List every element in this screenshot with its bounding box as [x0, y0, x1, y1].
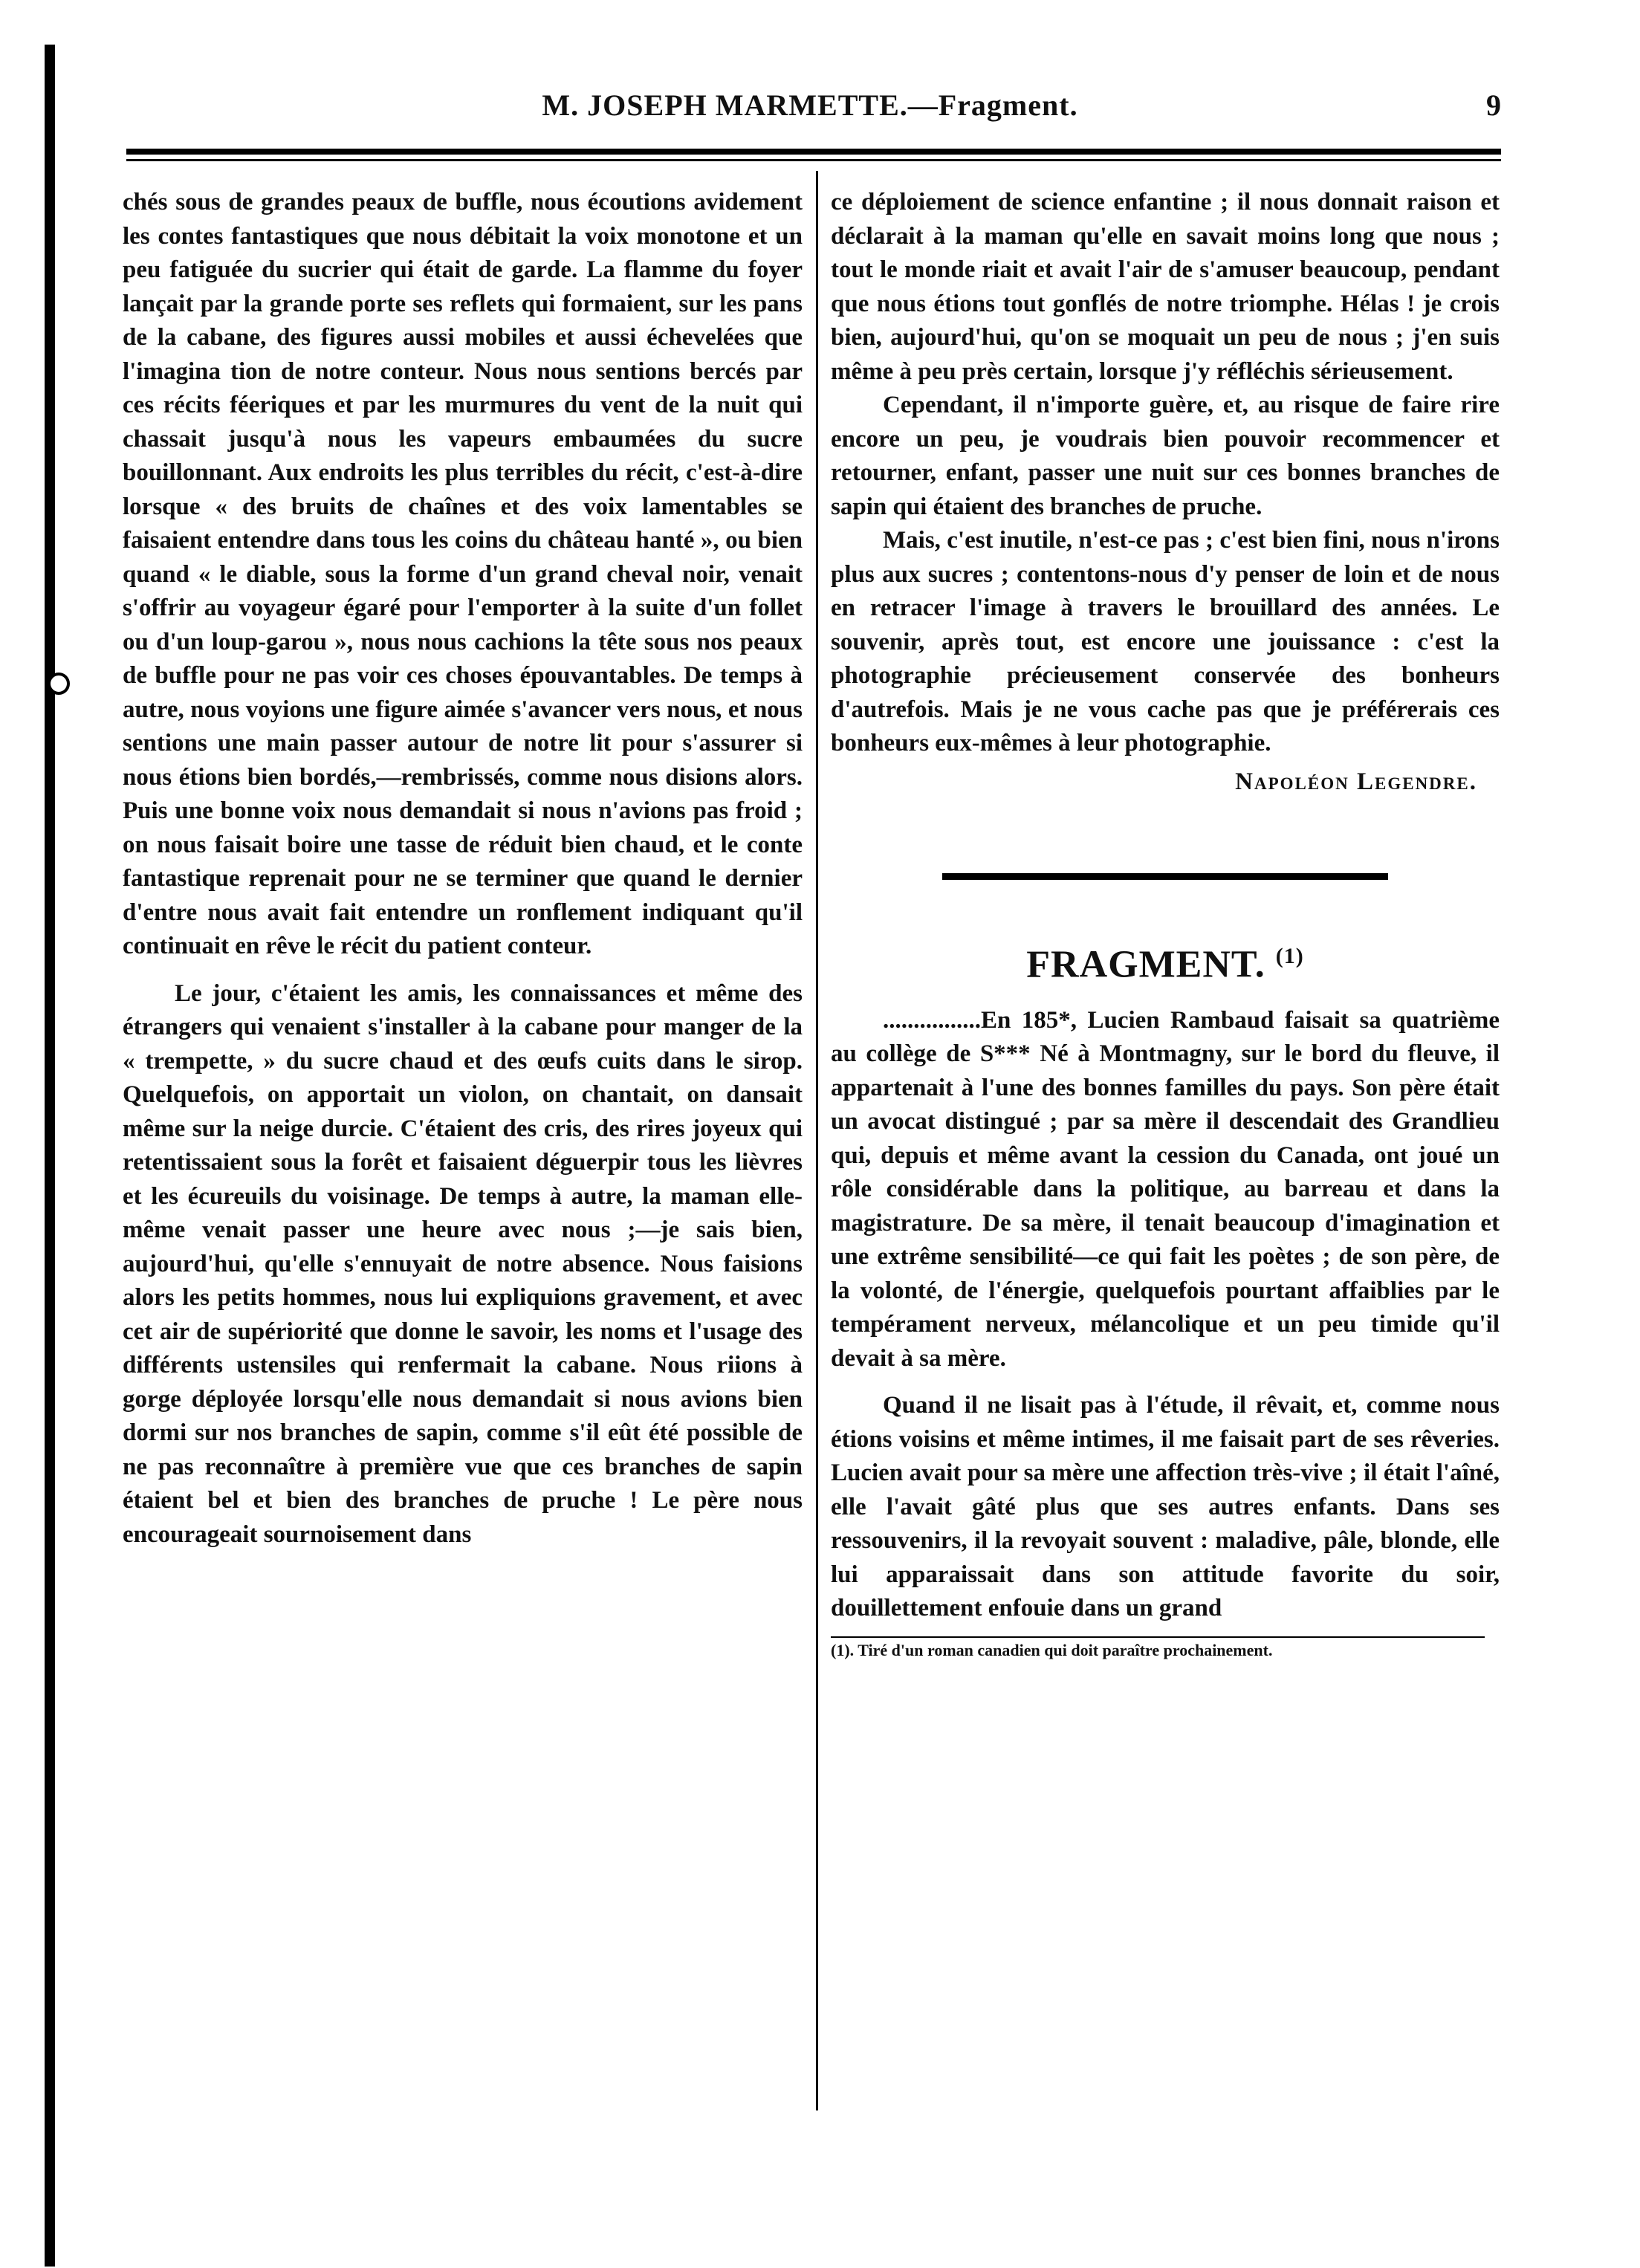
section-title-footnote-ref: (1): [1275, 944, 1304, 968]
header-rule-thick: [126, 149, 1501, 155]
binding-hole-mark: [48, 673, 70, 695]
running-title: M. JOSEPH MARMETTE.—Fragment.: [542, 88, 1078, 122]
column-divider: [816, 171, 818, 2110]
right-paragraph-4: ................En 185*, Lucien Rambaud faisait sa quatrième au collège de S*** Né à Montmagny, sur le bord du fleuve, il appartenait à l'une des bonnes familles du pays. Son père était un avocat distingué ; par sa mère il descendait des Grandlieu qui, depuis et même avant la cession du Canada, ont joué un rôle considérable dans la politique, au barreau et dans la magistrature. De sa mère, il tenait beaucoup d'imagination et une extrême sensibilité—ce qui fait les poètes ; de son père, de la volonté, de l'énergie, quelquefois pourtant affaiblies par le tempérament nerveux, mélancolique et un peu timide qu'il devait à sa mère.: [831, 1006, 1500, 1372]
page-binding-edge: [45, 45, 55, 2267]
left-paragraph-1: chés sous de grandes peaux de buffle, nous écoutions avidement les contes fantastiques que nous débitait la voix monotone et un peu fatiguée du sucrier qui était de garde. La flamme du foyer lançait par la grande porte ses reflets qui formaient, sur les pans de la cabane, des figures aussi mobiles et aussi échevelées que l'imagina tion de notre conteur. Nous nous sentions bercés par ces récits féeriques et par les murmures du vent de la nuit qui chassait jusqu'à nous les vapeurs embaumées du sucre bouillonnant. Aux endroits les plus terribles du récit, c'est-à-dire lorsque « des bruits de chaînes et des voix lamentables se faisaient entendre dans tous les coins du château hanté », ou bien quand « le diable, sous la forme d'un grand cheval noir, venait s'offrir au voyageur égaré pour l'emporter à la suite d'un follet ou d'un loup-garou », nous nous cachions la tête sous nos peaux de buffle pour ne pas voir ces choses épouvantables. De temps à autre, nous voyions une figure aimée s'avancer vers nous, et nous sentions une main passer autour de notre lit pour s'assurer si nous étions bien bordés,—rembrissés, comme nous disions alors. Puis une bonne voix nous demandait si nous n'avions pas froid ; on nous faisait boire une tasse de réduit bien chaud, et le conte fantastique reprenait pour ne se terminer que quand le dernier d'entre nous avait fait entendre un ronflement indiquant qu'il continuait en rêve le récit du patient conteur.: [123, 189, 803, 959]
header-rule-thin: [126, 159, 1501, 161]
footnote-rule: [831, 1636, 1485, 1638]
page-number: 9: [1486, 88, 1501, 122]
footnote: (1). Tiré d'un roman canadien qui doit paraître prochainement.: [831, 1640, 1273, 1659]
running-header: [119, 88, 1501, 125]
right-column: [831, 186, 1500, 1660]
right-paragraph-2: Cependant, il n'importe guère, et, au risque de faire rire encore un peu, je voudrais bien pouvoir recommencer et retourner, enfant, passer une nuit sur ces bonnes branches de sapin qui étaient des branches de pruche.: [831, 392, 1500, 520]
right-paragraph-3: Mais, c'est inutile, n'est-ce pas ; c'est bien fini, nous n'irons plus aux sucres ; contentons-nous d'y penser de loin et de nous en retracer l'image à travers le brouillard des années. Le souvenir, après tout, est encore une jouissance : c'est la photographie précieusement conservée des bonheurs d'autrefois. Mais je ne vous cache pas que je préférerais ces bonheurs eux-mêmes à leur photographie.: [831, 527, 1500, 756]
left-paragraph-2: Le jour, c'étaient les amis, les connaissances et même des étrangers qui venaient s'installer à la cabane pour manger de la « trempette, » du sucre chaud et des œufs cuits dans le sirop. Quelquefois, on apportait un violon, on chantait, on dansait même sur la neige durcie. C'étaient des cris, des rires joyeux qui retentissaient sous la forêt et faisaient déguerpir tous les lièvres et les écureuils du voisinage. De temps à autre, la maman elle-même venait passer une heure avec nous ;—je sais bien, aujourd'hui, qu'elle s'ennuyait de notre absence. Nous faisions alors les petits hommes, nous lui expliquions gravement, et avec cet air de supériorité que donne le savoir, les noms et l'usage des différents ustensiles qui renfermait la cabane. Nous riions à gorge déployée lorsqu'elle nous demandait si nous avions bien dormi sur nos branches de sapin, comme s'il eût été possible de ne pas reconnaître à première vue que ces branches de sapin étaient bel et bien des branches de pruche ! Le père nous encourageait sournoisement dans: [123, 979, 803, 1548]
section-separator-rule: [942, 873, 1388, 880]
section-title: [831, 939, 1500, 986]
left-column: [123, 186, 803, 1552]
author-signature: Napoléon Legendre.: [1235, 768, 1477, 795]
right-paragraph-1: ce déploiement de science enfantine ; il nous donnait raison et déclarait à la maman qu'elle en savait moins long que nous ; tout le monde riait et avait l'air de s'amuser beaucoup, pendant que nous étions tout gonflés de notre triomphe. Hélas ! je crois bien, aujourd'hui, qu'on se moquait un peu de nous ; j'en suis même à peu près certain, lorsque j'y réfléchis sérieusement.: [831, 189, 1500, 385]
section-title-text: FRAGMENT.: [1026, 943, 1265, 986]
right-paragraph-5: Quand il ne lisait pas à l'étude, il rêvait, et, comme nous étions voisins et même intimes, il me faisait part de ses rêveries. Lucien avait pour sa mère une affection très-vive ; il était l'aîné, elle l'avait gâté plus que ses autres enfants. Dans ses ressouvenirs, il la revoyait souvent : maladive, pâle, blonde, elle lui apparaissait dans son attitude favorite du soir, douillettement enfouie dans un grand: [831, 1392, 1500, 1622]
